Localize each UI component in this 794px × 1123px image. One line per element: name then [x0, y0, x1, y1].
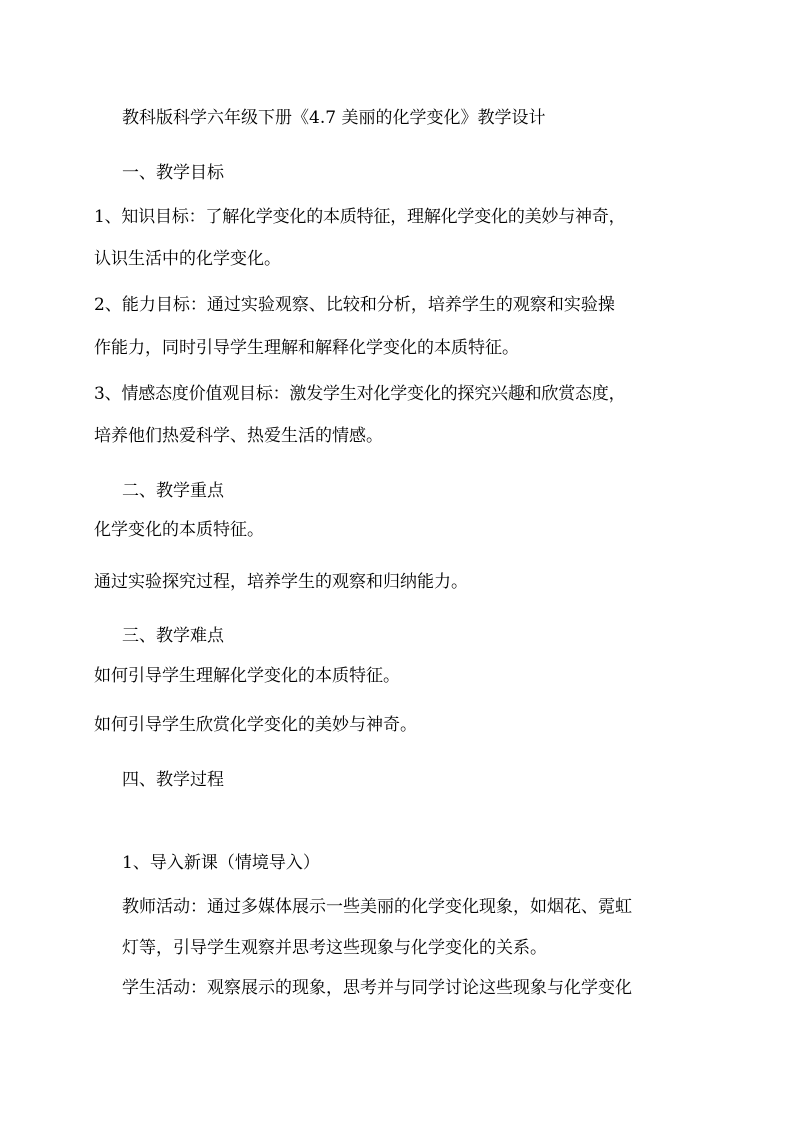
- objective-ability-line-2: 作能力，同时引导学生理解和解释化学变化的本质特征。: [94, 338, 519, 358]
- key-point-line-2: 通过实验探究过程，培养学生的观察和归纳能力。: [94, 572, 468, 592]
- objective-knowledge-line-2: 认识生活中的化学变化。: [94, 249, 281, 269]
- student-activity-line-1: 学生活动：观察展示的现象，思考并与同学讨论这些现象与化学变化: [122, 978, 632, 998]
- teacher-activity-line-1: 教师活动：通过多媒体展示一些美丽的化学变化现象，如烟花、霓虹: [122, 897, 632, 917]
- objective-ability-line-1: 2、能力目标：通过实验观察、比较和分析，培养学生的观察和实验操: [94, 295, 615, 315]
- difficulty-line-2: 如何引导学生欣赏化学变化的美妙与神奇。: [94, 715, 417, 735]
- section-heading-key-points: 二、教学重点: [122, 481, 224, 501]
- key-point-line-1: 化学变化的本质特征。: [94, 520, 264, 540]
- objective-attitude-line-2: 培养他们热爱科学、热爱生活的情感。: [94, 426, 383, 446]
- section-heading-difficulties: 三、教学难点: [122, 626, 224, 646]
- document-title: 教科版科学六年级下册《4.7 美丽的化学变化》教学设计: [122, 108, 546, 128]
- objective-knowledge-line-1: 1、知识目标：了解化学变化的本质特征，理解化学变化的美妙与神奇，: [94, 207, 626, 227]
- section-heading-process: 四、教学过程: [122, 770, 224, 790]
- teacher-activity-line-2: 灯等，引导学生观察并思考这些现象与化学变化的关系。: [122, 938, 547, 958]
- section-heading-objectives: 一、教学目标: [122, 163, 224, 183]
- objective-attitude-line-1: 3、情感态度价值观目标：激发学生对化学变化的探究兴趣和欣赏态度，: [94, 384, 626, 404]
- process-step-1-title: 1、导入新课（情境导入）: [122, 853, 320, 873]
- difficulty-line-1: 如何引导学生理解化学变化的本质特征。: [94, 666, 400, 686]
